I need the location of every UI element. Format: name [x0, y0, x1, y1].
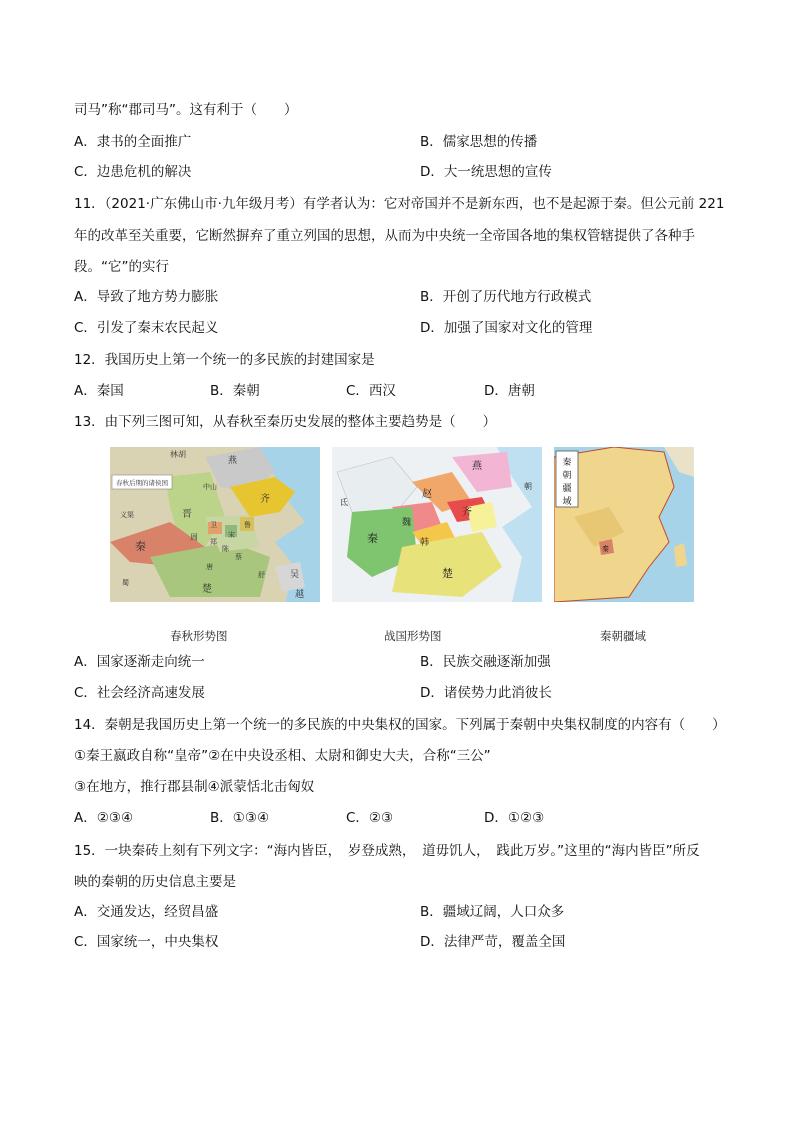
q10-option-b[interactable]: B．儒家思想的传播: [420, 134, 538, 150]
caption-qin-empire: 秦朝疆域: [600, 629, 646, 643]
m1-label-cai: 蔡: [235, 553, 242, 561]
q15-option-d[interactable]: D．法律严苛，覆盖全国: [420, 934, 566, 950]
m1-label-jin: 晋: [182, 509, 192, 520]
q14-option-b[interactable]: B．①③④: [210, 810, 270, 826]
question-15-stem-2: 映的秦朝的历史信息主要是: [74, 874, 236, 890]
q10-option-d[interactable]: D．大一统思想的宣传: [420, 164, 552, 180]
spring-autumn-map: [110, 447, 320, 602]
m1-label-shu2: 舒: [258, 571, 265, 579]
m3-title-char-3: 疆: [562, 484, 572, 494]
q13-option-c[interactable]: C．社会经济高速发展: [74, 685, 205, 701]
m1-label-tang: 唐: [206, 563, 213, 571]
m2-label-han: 韩: [420, 538, 430, 548]
q12-option-b[interactable]: B．秦朝: [210, 383, 260, 399]
m3-title-char-2: 朝: [562, 471, 572, 481]
q10-option-c[interactable]: C．边患危机的解决: [74, 164, 192, 180]
m1-label-yiqu: 义渠: [120, 511, 134, 519]
q14-option-a[interactable]: A．②③④: [74, 810, 134, 826]
caption-warring-states: 战国形势图: [384, 629, 442, 643]
q10-option-a[interactable]: A．隶书的全面推广: [74, 134, 192, 150]
m1-label-yue: 越: [295, 590, 305, 600]
caption-spring-autumn: 春秋形势图: [170, 629, 228, 643]
q13-option-a[interactable]: A．国家逐渐走向统一: [74, 654, 205, 670]
q11-option-a[interactable]: A．导致了地方势力膨胀: [74, 289, 219, 305]
q13-option-b[interactable]: B．民族交融逐渐加强: [420, 654, 551, 670]
question-11-stem-3: 段。“它”的实行: [74, 259, 169, 275]
m1-label-shu: 蜀: [122, 579, 129, 587]
question-11-stem-1: 11．（2021·广东佛山市·九年级月考）有学者认为：它对帝国并不是新东西，也不是起源于秦。但公元前 221: [74, 196, 725, 212]
q10-options-row1: [74, 132, 538, 152]
m2-label-chu: 楚: [442, 567, 453, 580]
m1-label-zhongshan: 中山: [203, 483, 217, 491]
question-14-stem-3: ③在地方，推行郡县制④派蒙恬北击匈奴: [74, 779, 315, 795]
q11-option-c[interactable]: C．引发了秦末农民起义: [74, 320, 219, 336]
q11-option-d[interactable]: D．加强了国家对文化的管理: [420, 320, 593, 336]
m2-label-chaoxian: 朝: [524, 482, 532, 491]
q12-option-d[interactable]: D．唐朝: [484, 383, 535, 399]
m3-title-char-4: 域: [562, 497, 572, 507]
question-12-stem: 12．我国历史上第一个统一的多民族的封建国家是: [74, 352, 375, 368]
m1-label-chu: 楚: [202, 584, 212, 595]
m3-title-char-1: 秦: [562, 458, 572, 468]
q12-options: [74, 381, 734, 401]
q11-option-b[interactable]: B．开创了历代地方行政模式: [420, 289, 592, 305]
m2-label-qi: 齐: [462, 507, 472, 518]
question-14-stem-1: 14．秦朝是我国历史上第一个统一的多民族的中央集权的国家。下列属于秦朝中央集权制度的内容有（ ）: [74, 717, 726, 733]
m1-label-wu: 吴: [290, 570, 300, 580]
q11-options-row1: [74, 287, 592, 307]
m3-label-qin: 秦: [602, 545, 609, 553]
m1-title: 春秋后期的诸侯国: [116, 479, 168, 487]
q13-options-row1: [74, 652, 551, 672]
q14-option-d[interactable]: D．①②③: [484, 810, 545, 826]
q15-option-c[interactable]: C．国家统一，中央集权: [74, 934, 219, 950]
q11-options-row2: [74, 318, 593, 338]
m1-label-chen: 陈: [222, 545, 229, 553]
question-10-stem-tail: 司马”称“郡司马”。这有利于（ ）: [74, 102, 298, 118]
m2-label-wei: 魏: [402, 518, 412, 528]
qin-empire-map: [554, 447, 694, 602]
m1-label-yan: 燕: [228, 456, 238, 466]
q13-option-d[interactable]: D．诸侯势力此消彼长: [420, 685, 552, 701]
m1-label-lu: 鲁: [244, 521, 251, 529]
question-15-stem-1: 15．一块秦砖上刻有下列文字：“海内皆臣， 岁登成熟， 道毋饥人， 践此万岁。”这里的“海内皆臣”所反: [74, 843, 700, 859]
history-maps-figure: [110, 447, 700, 607]
question-13-stem: 13．由下列三图可知，从春秋至秦历史发展的整体主要趋势是（ ）: [74, 414, 497, 430]
q15-option-a[interactable]: A．交通发达，经贸昌盛: [74, 904, 219, 920]
m2-label-di: 氐: [340, 498, 348, 507]
m1-label-wei: 卫: [210, 521, 217, 529]
m2-label-yan: 燕: [472, 461, 482, 472]
m1-label-qi: 齐: [260, 494, 270, 505]
question-14-stem-2: ①秦王嬴政自称“皇帝”②在中央设丞相、太尉和御史大夫，合称“三公”: [74, 748, 491, 764]
m1-label-linhu: 林胡: [170, 450, 186, 459]
m1-label-zhou: 周: [190, 533, 198, 542]
q12-option-c[interactable]: C．西汉: [346, 383, 396, 399]
warring-states-map: [332, 447, 542, 602]
q14-option-c[interactable]: C．②③: [346, 810, 394, 826]
m2-label-zhao: 赵: [422, 489, 432, 500]
q15-options-row1: [74, 902, 565, 922]
q15-options-row2: [74, 932, 566, 952]
q14-options: [74, 808, 734, 828]
q12-option-a[interactable]: A．秦国: [74, 383, 124, 399]
m1-label-zheng: 郑: [210, 538, 217, 546]
m1-label-song: 宋: [228, 531, 235, 539]
m1-label-qin: 秦: [135, 540, 146, 553]
q15-option-b[interactable]: B．疆域辽阔，人口众多: [420, 904, 565, 920]
q10-options-row2: [74, 162, 552, 182]
question-11-stem-2: 年的改革至关重要，它断然摒弃了重立列国的思想，从而为中央统一全帝国各地的集权管辖提供了各种手: [74, 228, 695, 244]
q13-options-row2: [74, 683, 552, 703]
m2-label-qin: 秦: [367, 532, 378, 545]
